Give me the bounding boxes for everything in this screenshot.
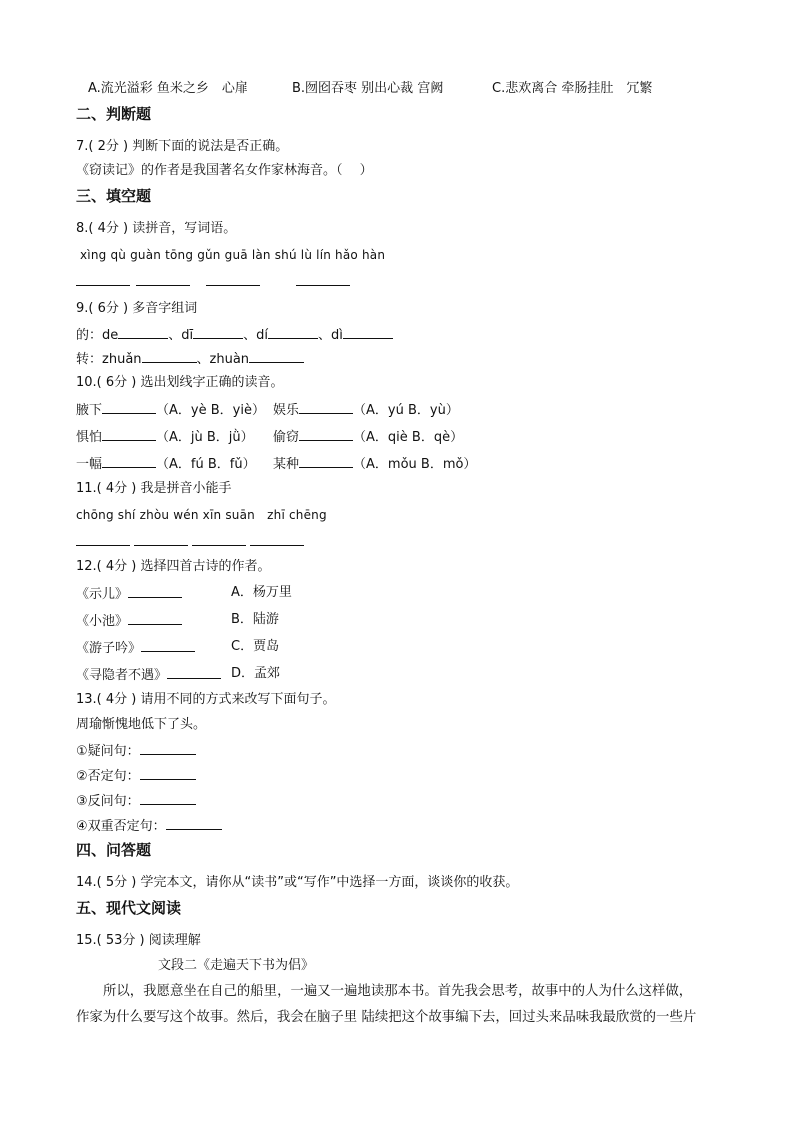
answer-blank[interactable]: [140, 741, 196, 755]
answer-blank[interactable]: [128, 611, 182, 625]
q9-head: 9.( 6分 ) 多音字组词: [76, 301, 198, 316]
q10-word: 某种: [273, 457, 300, 472]
q13-head: 13.( 4分 ) 请用不同的方式来改写下面句子。: [76, 692, 336, 707]
q9-reading: 、dì: [318, 328, 343, 343]
answer-blank[interactable]: [299, 454, 353, 468]
answer-blank[interactable]: [249, 349, 304, 363]
q14-head: 14.( 5分 ) 学完本文，请你从“读书”或“写作”中选择一方面，谈谈你的收获。: [76, 875, 519, 890]
q10-row: [76, 427, 254, 447]
passage-paragraph: 作家为什么要写这个故事。然后，我会在脑子里 陆续把这个故事编下去，回过头来品味我最欣赏的一些片: [76, 1010, 697, 1025]
option-c: C.悲欢离合 牵肠挂肚 冗繁: [492, 81, 653, 96]
section-heading-judge: 二、判断题: [76, 105, 152, 123]
q10-word: 惧怕: [76, 430, 103, 445]
answer-blank[interactable]: [118, 325, 168, 339]
q13-item: ④双重否定句：: [76, 816, 222, 836]
q10-word: 腋下: [76, 403, 103, 418]
answer-blank[interactable]: [268, 325, 318, 339]
q13-item: ③反问句：: [76, 791, 196, 811]
q11-blanks: [76, 532, 304, 552]
answer-blank[interactable]: [206, 272, 260, 286]
answer-blank[interactable]: [193, 325, 243, 339]
q10-row: [273, 427, 463, 447]
answer-blank[interactable]: [299, 427, 353, 441]
q13-item: ②否定句：: [76, 766, 196, 786]
q10-options: （A．yú B．yù）: [353, 403, 459, 418]
q10-options: （A．qiè B．qè）: [353, 430, 464, 445]
q9-reading: zhuǎn: [102, 352, 142, 367]
section-heading-reading: 五、现代文阅读: [76, 899, 182, 917]
q12-poem: 《示儿》: [76, 584, 182, 604]
q9-line1: [76, 325, 393, 345]
q12-author: D．孟郊: [231, 666, 281, 681]
q10-row: [76, 454, 256, 474]
q9-char-label: 转：: [76, 352, 103, 367]
answer-blank[interactable]: [140, 766, 196, 780]
answer-blank[interactable]: [128, 584, 182, 598]
section-heading-qa: 四、问答题: [76, 841, 152, 859]
q10-row: [76, 400, 265, 420]
q9-reading: 、zhuàn: [196, 352, 250, 367]
q10-options: （A．mǒu B．mǒ）: [353, 457, 477, 472]
answer-blank[interactable]: [141, 638, 195, 652]
q8-pinyin: xìng qù guàn tōng gǔn guā làn shú lù lín hǎo hàn: [80, 248, 386, 262]
answer-blank[interactable]: [250, 532, 304, 546]
q9-reading: 、dí: [243, 328, 269, 343]
q10-word: 一幅: [76, 457, 103, 472]
answer-blank[interactable]: [140, 791, 196, 805]
q11-head: 11.( 4分 ) 我是拼音小能手: [76, 481, 232, 496]
answer-blank[interactable]: [76, 532, 130, 546]
q10-options: （A．jù B．jǜ）: [156, 430, 254, 445]
q10-options: （A．fú B．fǔ）: [156, 457, 256, 472]
answer-blank[interactable]: [102, 427, 156, 441]
q12-author: B．陆游: [231, 612, 279, 627]
section-heading-fill: 三、填空题: [76, 187, 152, 205]
q12-author: A．杨万里: [231, 585, 292, 600]
q9-reading: 、dī: [168, 328, 194, 343]
q10-row: [273, 454, 476, 474]
q9-char-label: 的：: [76, 328, 103, 343]
answer-blank[interactable]: [102, 454, 156, 468]
answer-blank[interactable]: [136, 272, 190, 286]
answer-blank[interactable]: [343, 325, 393, 339]
q7-text: 《窃读记》的作者是我国著名女作家林海音。（ ）: [76, 163, 373, 178]
q15-head: 15.( 53分 ) 阅读理解: [76, 933, 201, 948]
answer-blank[interactable]: [134, 532, 188, 546]
passage-title: 文段二《走遍天下书为侣》: [158, 958, 315, 973]
q10-head: 10.( 6分 ) 选出划线字正确的读音。: [76, 375, 284, 390]
answer-blank[interactable]: [142, 349, 197, 363]
q12-author: C．贾岛: [231, 639, 280, 654]
q8-blanks: [76, 272, 350, 292]
q12-head: 12.( 4分 ) 选择四首古诗的作者。: [76, 559, 271, 574]
q11-pinyin: chōng shí zhòu wén xīn suān zhī chēng: [76, 508, 327, 522]
answer-blank[interactable]: [296, 272, 350, 286]
q7-head: 7.( 2分 ) 判断下面的说法是否正确。: [76, 139, 289, 154]
q9-reading: de: [102, 328, 119, 343]
q13-item: ①疑问句：: [76, 741, 196, 761]
q9-line2: [76, 349, 304, 369]
q10-word: 娱乐: [273, 403, 300, 418]
answer-blank[interactable]: [192, 532, 246, 546]
q13-sentence: 周瑜惭愧地低下了头。: [76, 717, 207, 732]
option-b: B.囫囵吞枣 别出心裁 宫阙: [292, 81, 444, 96]
option-a: A.流光溢彩 鱼米之乡 心扉: [88, 81, 248, 96]
passage-paragraph: 所以，我愿意坐在自己的船里，一遍又一遍地读那本书。首先我会思考，故事中的人为什么这样做，: [103, 984, 693, 999]
answer-blank[interactable]: [167, 665, 221, 679]
q10-options: （A．yè B．yiè）: [156, 403, 265, 418]
q8-head: 8.( 4分 ) 读拼音，写词语。: [76, 221, 237, 236]
answer-blank[interactable]: [299, 400, 353, 414]
answer-blank[interactable]: [76, 272, 130, 286]
answer-blank[interactable]: [166, 816, 222, 830]
q10-word: 偷窃: [273, 430, 300, 445]
q12-poem: 《寻隐者不遇》: [76, 665, 221, 685]
q12-poem: 《小池》: [76, 611, 182, 631]
answer-blank[interactable]: [102, 400, 156, 414]
q12-poem: 《游子吟》: [76, 638, 195, 658]
q10-row: [273, 400, 459, 420]
